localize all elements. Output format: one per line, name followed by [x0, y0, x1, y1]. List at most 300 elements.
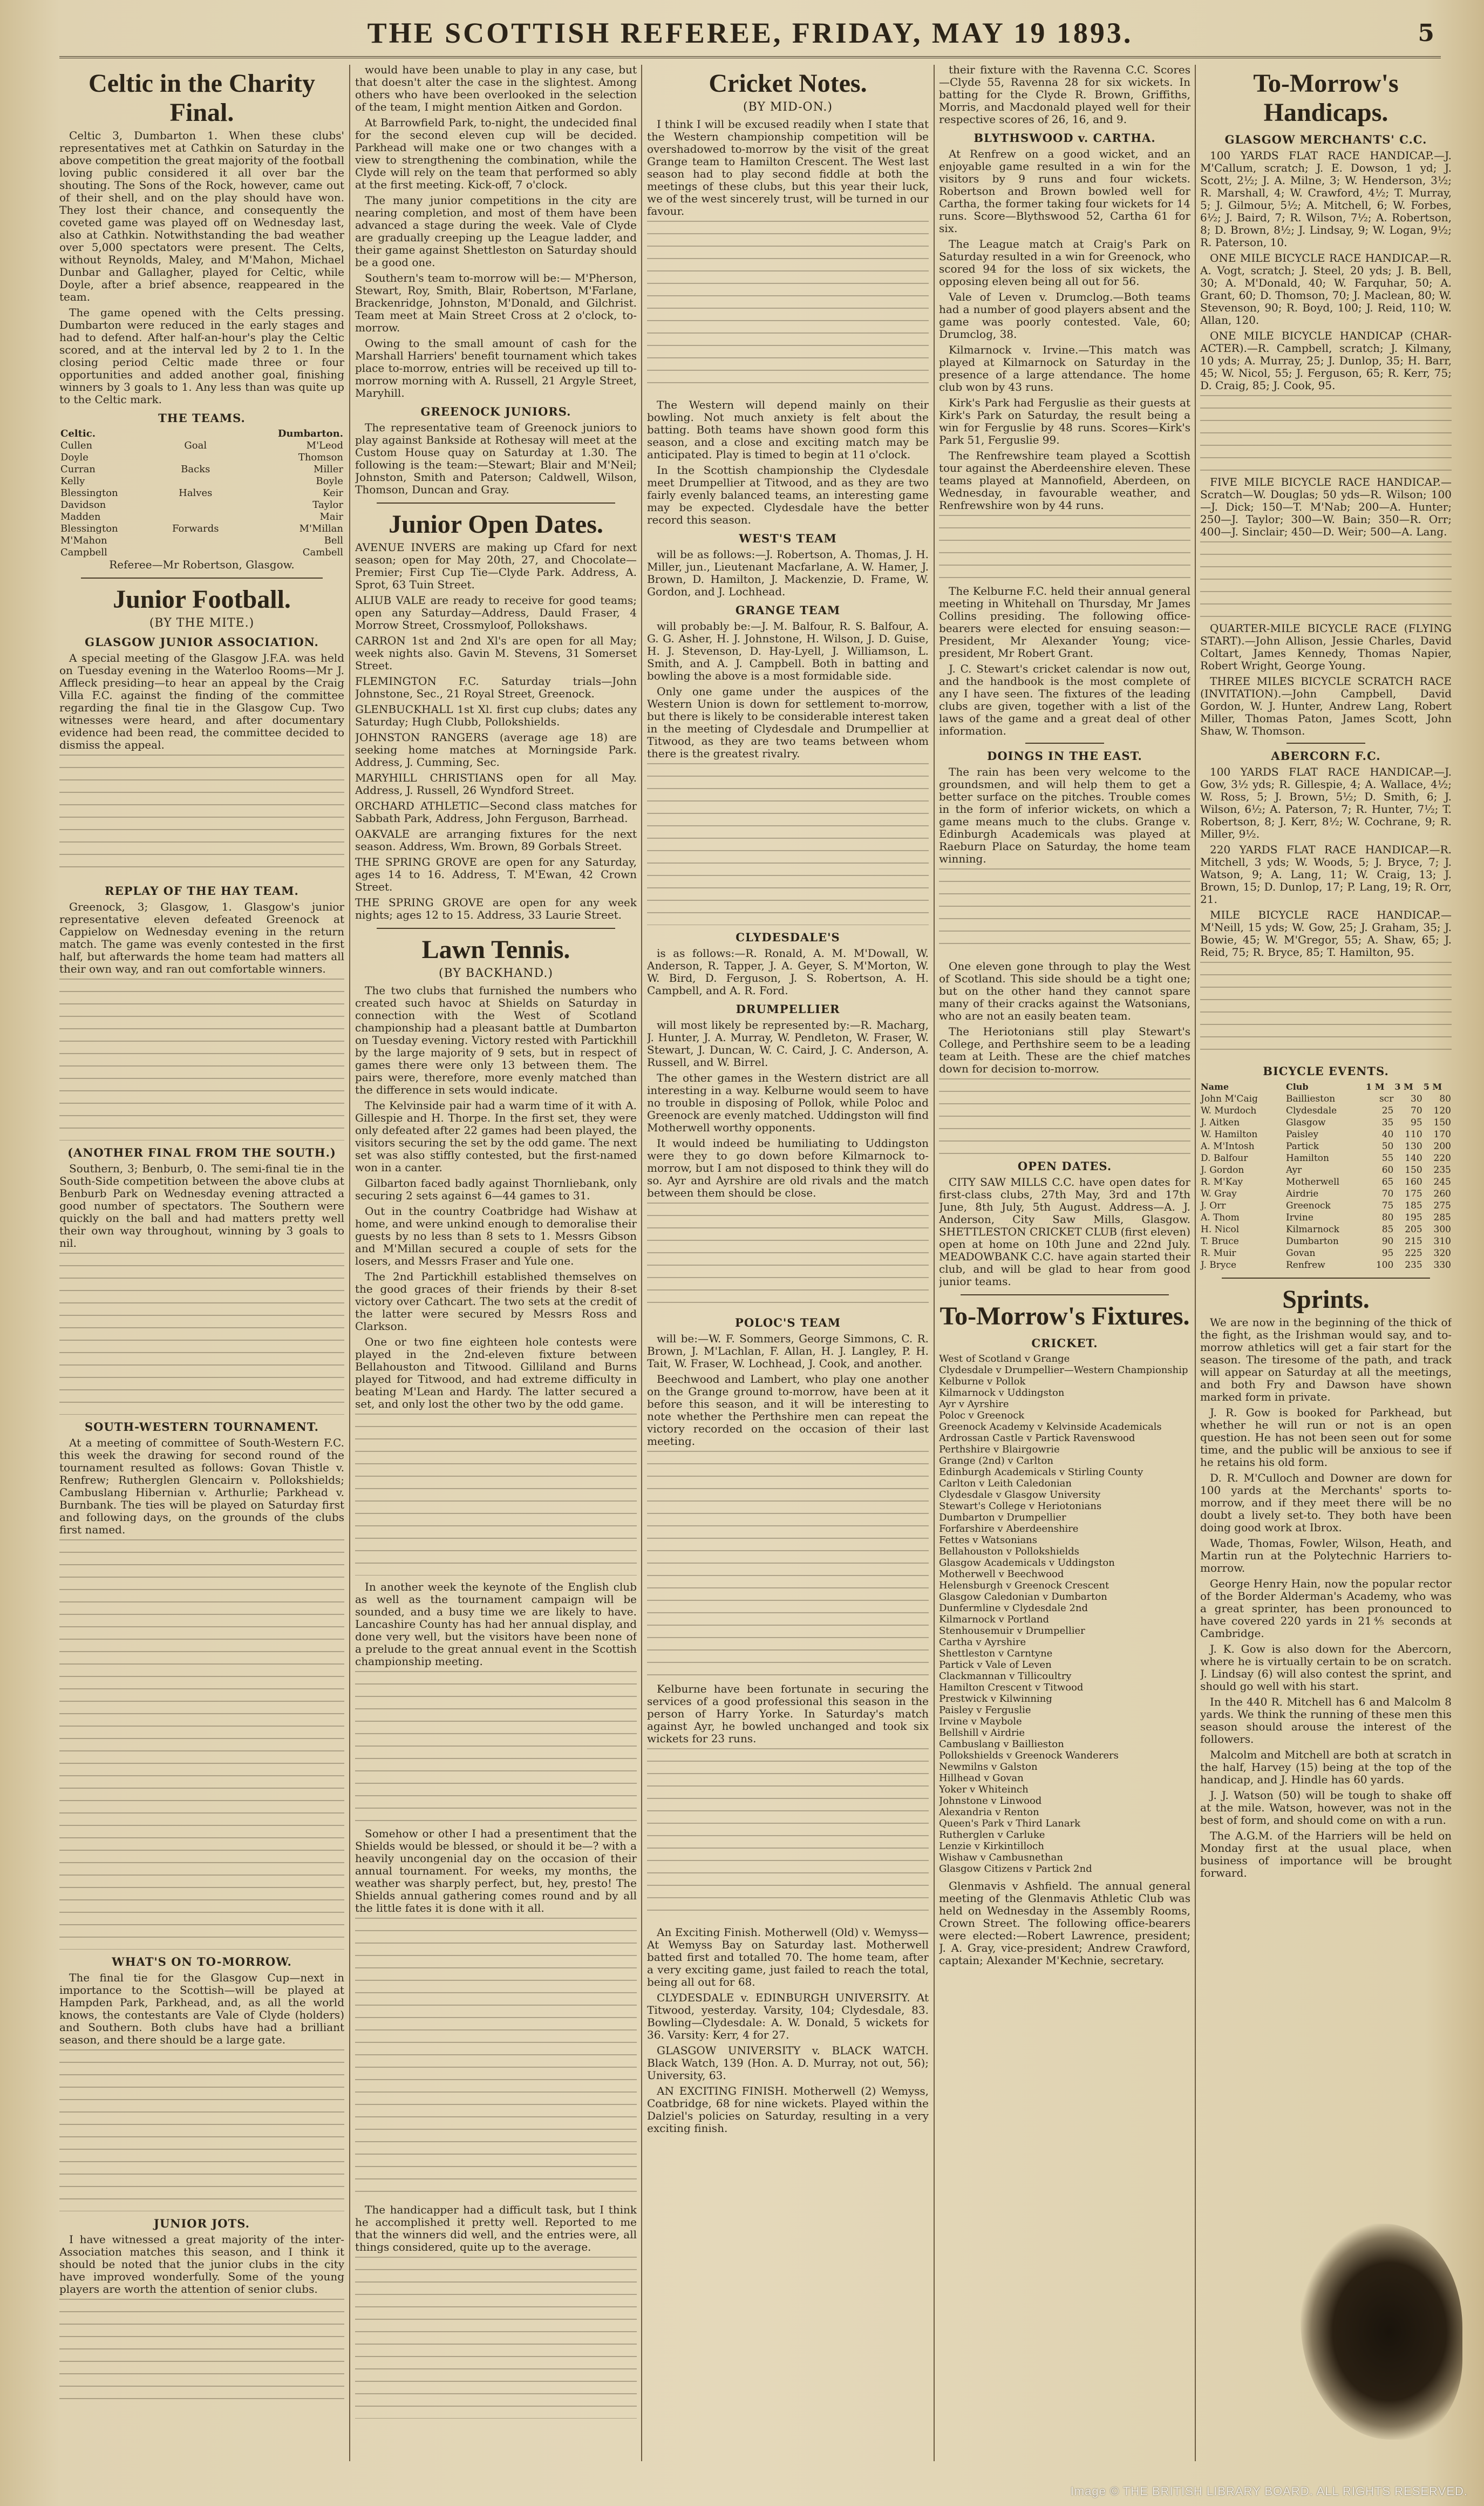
text-column-fill	[59, 755, 344, 879]
bicycle-cell: Hamilton	[1285, 1153, 1329, 1164]
bicycle-cell: 260	[1433, 1189, 1451, 1199]
fixtures-subheading: CRICKET.	[1031, 1336, 1098, 1350]
bicycle-cell: W. Gray	[1201, 1189, 1237, 1199]
bicycle-cell: 235	[1433, 1165, 1451, 1176]
fixture-item: Paisley v Ferguslie	[939, 1704, 1031, 1716]
bicycle-row	[1200, 1176, 1452, 1188]
text-column-fill	[1200, 541, 1452, 617]
sprints-paragraph: J. J. Watson (50) will be tough to shake off at the mile. Watson, however, was not in the best of form, and should come on with a run.	[1200, 1789, 1452, 1826]
closing-paragraph: Glenmavis v Ashfield. The annual general meeting of the Glenmavis Athletic Club was held on Wednesday in the Assembly Rooms, Crown Street. The following office-bearers were elected:—Robert Lawrence, president; J. A. Gray, vice-president; Andrew Crawford, captain; Alexander M'Kechnie, secretary.	[939, 1879, 1190, 1967]
column-2	[355, 64, 637, 2466]
bicycle-cell: 310	[1433, 1236, 1451, 1247]
bicycle-cell: A. Thom	[1201, 1212, 1240, 1223]
team-cell	[156, 428, 235, 440]
poloc-subheading: POLOC'S TEAM	[735, 1316, 841, 1329]
text-column-fill	[939, 868, 1190, 955]
team-row	[59, 428, 344, 440]
fixture-item: Dumbarton v Drumpellier	[939, 1512, 1066, 1523]
bicycle-cell: R. M'Kay	[1201, 1177, 1243, 1187]
team-cell	[156, 452, 235, 464]
fixture-item: Prestwick v Kilwinning	[939, 1693, 1052, 1704]
team-row	[59, 523, 344, 535]
fixture-item: Irvine v Maybole	[939, 1716, 1022, 1727]
fixture-item: Ardrossan Castle v Partick Ravenswood	[939, 1432, 1135, 1444]
bicycle-cell: 80	[1439, 1094, 1451, 1104]
bicycle-cell: 205	[1405, 1224, 1422, 1235]
bicycle-row	[1200, 1093, 1452, 1105]
lawn-paragraph: Gilbarton faced badly against Thornliebank, only securing 2 sets against 6—44 games to 31.	[355, 1177, 637, 1202]
open-date-entry: OAKVALE are arranging fixtures for the next season. Address, Wm. Brown, 89 Gorbals Street.	[355, 827, 637, 853]
open-date-entry: JOHNSTON RANGERS (average age 18) are seeking home matches at Morningside Park. Address, J. Cumming, Sec.	[355, 731, 637, 769]
column-rule	[641, 65, 642, 2461]
lawn-paragraph: One or two fine eighteen hole contests were played in the 2nd-eleven fixture between Bellahouston and Titwood. Gilliland and Burns played for Titwood, and had extreme difficulty in beating M'Lean and Hardy. The latter secured a set, and only lost the other two by the odd game.	[355, 1335, 637, 1410]
cricket-paragraph: The Kelburne F.C. held their annual general meeting in Whitehall on Thursday, Mr James Collins presiding. The following office-bearers were elected for ensuing season:—President, Mr Alexander Young; vice-president, Mr Robert Grant.	[939, 585, 1190, 660]
fixture-item: Pollokshields v Greenock Wanderers	[939, 1750, 1119, 1761]
fixture-item: Partick v Vale of Leven	[939, 1659, 1052, 1670]
bicycle-cell: J. Orr	[1201, 1200, 1226, 1211]
poloc-paragraph: will be:—W. F. Sommers, George Simmons, C. R. Brown, J. M'Lachlan, F. Allan, H. J. Langley, P. H. Tait, W. Fraser, W. Lochhead, J. Cook, and another.	[647, 1332, 929, 1370]
cricket-paragraph: The Western will depend mainly on their bowling. Not much anxiety is felt about the batting. Both teams have shown good form this season, and a close and exciting match may be anticipated. Play is timed to begin at 11 o'clock.	[647, 398, 929, 461]
bicycle-cell: J. Bryce	[1201, 1260, 1237, 1271]
bicycle-cell: Clydesdale	[1285, 1105, 1337, 1116]
cricket-paragraph: An Exciting Finish. Motherwell (Old) v. Wemyss—At Wemyss Bay on Saturday last. Motherwell batted first and totalled 70. The home team, after a very exciting game, just failed to reach the total, being all out for 68.	[647, 1926, 929, 1988]
fixture-item: Hillhead v Govan	[939, 1772, 1024, 1784]
fixture-item: Cambuslang v Baillieston	[939, 1738, 1064, 1750]
bicycle-row	[1200, 1152, 1452, 1164]
cricket-paragraph: Vale of Leven v. Drumclog.—Both teams had a number of good players absent and the game was poorly contested. Vale, 60; Drumclog, 38.	[939, 290, 1190, 341]
fixture-item: Kilmarnock v Portland	[939, 1614, 1050, 1625]
text-column-fill	[647, 1203, 929, 1310]
match-result: AN EXCITING FINISH. Motherwell (2) Wemyss, Coatbridge, 68 for nine wickets. Played within the Dalziel's policies on Saturday, resulting in a very exciting finish.	[647, 2084, 929, 2135]
bicycle-cell: 40	[1381, 1129, 1394, 1140]
team-cell: Forwards	[172, 523, 219, 534]
bicycle-cell: 275	[1433, 1200, 1451, 1211]
bicycle-header-cell: 5 M	[1423, 1082, 1442, 1092]
fixture-item: Newmilns v Galston	[939, 1761, 1038, 1772]
bicycle-cell: Govan	[1285, 1248, 1316, 1259]
bicycle-cell: 150	[1433, 1117, 1451, 1128]
junior-byline: (BY THE MITE.)	[149, 616, 255, 630]
team-cell: Thomson	[298, 452, 343, 463]
fixture-item: Clydesdale v Drumpellier—Western Championship	[939, 1364, 1188, 1376]
open-dates-subheading: OPEN DATES.	[1017, 1159, 1112, 1173]
sprints-paragraph: We are now in the beginning of the thick of the fight, as the Irishman would say, and to-morrow athletics will get a fair start for the season. The tiresome of the path, and track will appear on Saturday at all the meetings, and both Fry and Dawson have shown marked form in private.	[1200, 1316, 1452, 1403]
team-cell: Madden	[60, 511, 101, 522]
fixture-item: Ayr v Ayrshire	[939, 1398, 1009, 1410]
sprints-headline: Sprints.	[1282, 1285, 1370, 1314]
bicycle-cell: 195	[1405, 1212, 1422, 1223]
bicycle-cell: W. Hamilton	[1201, 1129, 1258, 1140]
bicycle-cell: D. Balfour	[1201, 1153, 1248, 1164]
open-date-entry: GLENBUCKHALL 1st Xl. first cup clubs; dates any Saturday; Hugh Clubb, Pollokshields.	[355, 703, 637, 728]
bicycle-cell: Irvine	[1285, 1212, 1313, 1223]
fixture-item: Rutherglen v Carluke	[939, 1829, 1045, 1841]
bicycle-cell: A. M'Intosh	[1201, 1141, 1255, 1152]
bicycle-row	[1200, 1235, 1452, 1247]
handicap-paragraph: ONE MILE BICYCLE RACE HANDICAP.—R. A. Vogt, scratch; J. Steel, 20 yds; J. B. Bell, 30; A. M'Donald, 40; W. Farquhar, 50; A. Grant, 60; D. Thomson, 70; J. Maclean, 80; W. Stevenson, 90; R. Boyd, 100; J. Reid, 110; W. Allan, 120.	[1200, 252, 1452, 327]
cricket-paragraph: It would indeed be humiliating to Uddingston were they to go down before Kilmarnock to-morrow, but I am not disposed to think they will do so. Ayr and Ayrshire are old rivals and the match between them should be close.	[647, 1137, 929, 1199]
text-column-fill	[59, 979, 344, 1140]
column-rule	[349, 65, 350, 2461]
bicycle-row	[1200, 1117, 1452, 1129]
cricket-byline: (BY MID-ON.)	[743, 100, 833, 114]
open-date-entry: THE SPRING GROVE are open for any Saturday, ages 14 to 16. Address, T. M'Ewan, 42 Crown Street.	[355, 855, 637, 893]
bicycle-cell: 330	[1433, 1260, 1451, 1271]
bicycle-cell: 70	[1411, 1105, 1422, 1116]
column-1	[59, 64, 344, 2466]
final-paragraph: Southern, 3; Benburb, 0. The semi-final tie in the South-Side competition between the above clubs at Benburb Park on Wednesday evening attracted a good number of spectators. The Southern were quickly on the ball and had matters pretty well their own way throughout, winning by 3 goals to nil.	[59, 1162, 344, 1249]
text-column-fill	[59, 1253, 344, 1415]
bicycle-cell: 225	[1405, 1248, 1422, 1259]
bicycle-cell: 130	[1405, 1141, 1422, 1152]
cricket-paragraph: In the Scottish championship the Clydesdale meet Drumpellier at Titwood, and as they are two fairly evenly balanced teams, an interesting game may be expected. Clydesdale have the better record this season.	[647, 464, 929, 526]
copyright-notice: Image © THE BRITISH LIBRARY BOARD. ALL RIGHTS RESERVED.	[1070, 2484, 1468, 2498]
bicycle-cell: W. Murdoch	[1201, 1105, 1257, 1116]
greenock-subheading: GREENOCK JUNIORS.	[420, 405, 571, 418]
bicycle-cell: 70	[1381, 1189, 1394, 1199]
fixture-item: Wishaw v Cambusnethan	[939, 1852, 1063, 1863]
team-cell	[156, 499, 235, 511]
fixture-item: Johnstone v Linwood	[939, 1795, 1042, 1807]
fixture-item: Clackmannan v Tillicoultry	[939, 1670, 1072, 1682]
team-cell: Miller	[314, 464, 343, 475]
team-cell	[156, 547, 235, 559]
south-subheading: SOUTH-WESTERN TOURNAMENT.	[84, 1420, 319, 1434]
referee-line: Referee—Mr Robertson, Glasgow.	[109, 558, 295, 571]
fixture-item: Queen's Park v Third Lanark	[939, 1818, 1081, 1829]
team-cell: Celtic.	[60, 428, 96, 439]
text-column-fill	[59, 1539, 344, 1950]
sprints-paragraph: In the 440 R. Mitchell has 6 and Malcolm 8 yards. We think the running of these men this season should arouse the interest of the followers.	[1200, 1695, 1452, 1746]
grange-team-subheading: GRANGE TEAM	[735, 603, 841, 617]
handicaps-headline: To-Morrow's Handicaps.	[1253, 69, 1399, 127]
bicycle-cell: 50	[1381, 1141, 1394, 1152]
bicycle-cell: 320	[1433, 1248, 1451, 1259]
bicycle-cell: Ayr	[1285, 1165, 1302, 1176]
divider	[377, 502, 615, 504]
handicap-paragraph: ONE MILE BICYCLE HANDICAP (CHAR-ACTER).—R. Campbell, scratch; J. Kilmany, 10 yds; A. Murray, 25; J. Dunlop, 35; H. Barr, 45; W. Nicol, 55; J. Ferguson, 65; R. Kerr, 75; D. Craig, 85; J. Cook, 95.	[1200, 329, 1452, 392]
team-row	[59, 547, 344, 559]
divider	[961, 1294, 1169, 1295]
bicycle-cell: T. Bruce	[1201, 1236, 1239, 1247]
doings-paragraph: The Heriotonians still play Stewart's College, and Perthshire seem to be a leading team at Leith. These are the chief matches down for decision to-morrow.	[939, 1025, 1190, 1075]
text-column-fill	[647, 221, 929, 393]
sprints-paragraph: Wade, Thomas, Fowler, Wilson, Heath, and Martin run at the Polytechnic Harriers to-morrow.	[1200, 1537, 1452, 1574]
fixture-item: Bellshill v Airdrie	[939, 1727, 1025, 1738]
column-5	[1200, 64, 1452, 2466]
bicycle-cell: Renfrew	[1285, 1260, 1325, 1271]
fixture-item: Carlton v Leith Caledonian	[939, 1478, 1072, 1489]
doings-paragraph: The rain has been very welcome to the groundsmen, and will help them to get a better surface on the pitches. Trouble comes in the form of inferior wickets, on which a game means much to the clubs. Grange v. Edinburgh Academicals was played at Raeburn Place on Saturday, the home team winning.	[939, 765, 1190, 865]
clydesdale-subheading: CLYDESDALE'S	[736, 931, 840, 944]
celtic-paragraph: Celtic 3, Dumbarton 1. When these clubs' representatives met at Cathkin on Saturday in the above competition the great majority of the football loving public considered it all over bar the shouting. The Sons of the Rock, however, came out of their shell, and on the play should have won. They lost their chance, and consequently the coveted game was played off on Wednesday last, also at Cathkin. Notwithstanding the bad weather over 5,000 spectators were present. The Celts, without Reynolds, Maley, and M'Mahon, Michael Dunbar and Gallagher, played for Celtic, while Doyle, after a brief absence, reappeared in the team.	[59, 129, 344, 303]
bicycle-cell: Partick	[1285, 1141, 1319, 1152]
bicycle-cell: 85	[1381, 1224, 1394, 1235]
team-row	[59, 476, 344, 487]
fixture-item: Motherwell v Beechwood	[939, 1568, 1064, 1580]
fixture-item: Stenhousemuir v Drumpellier	[939, 1625, 1085, 1636]
bicycle-header-cell: Club	[1285, 1082, 1309, 1092]
fixture-item: Edinburgh Academicals v Stirling County	[939, 1466, 1143, 1478]
bicycle-cell: 30	[1411, 1094, 1422, 1104]
bicycle-cell: Greenock	[1285, 1200, 1331, 1211]
bicycle-subheading: BICYCLE EVENTS.	[1263, 1064, 1389, 1078]
open-date-entry: ALIUB VALE are ready to receive for good teams; open any Saturday—Address, Dauld Fraser, 4 Morrow Street, Crossmyloof, Pollokshaws.	[355, 594, 637, 631]
fixture-item: Kilmarnock v Uddingston	[939, 1387, 1065, 1398]
bicycle-row	[1200, 1164, 1452, 1176]
team-row	[59, 511, 344, 523]
bicycle-cell: Airdrie	[1285, 1189, 1319, 1199]
team-cell: Bell	[324, 535, 343, 546]
article-paragraph: At Barrowfield Park, to-night, the undecided final for the second eleven cup will be decided. Parkhead will make one or two changes with a view to strengthening the combination, while the Clyde will rely on the team that performed so ably at the first meeting. Kick-off, 7 o'clock.	[355, 116, 637, 191]
bicycle-cell: 65	[1381, 1177, 1394, 1187]
bicycle-row	[1200, 1200, 1452, 1212]
team-cell: Cambell	[302, 547, 343, 558]
bicycle-cell: Kilmarnock	[1285, 1224, 1339, 1235]
text-column-fill	[647, 1451, 929, 1678]
text-column-fill	[59, 2299, 344, 2407]
bicycle-row	[1200, 1224, 1452, 1235]
team-row	[59, 464, 344, 476]
bicycle-cell: 60	[1381, 1165, 1394, 1176]
fixture-item: Helensburgh v Greenock Crescent	[939, 1580, 1109, 1591]
doings-subheading: DOINGS IN THE EAST.	[987, 749, 1142, 763]
match-result: GLASGOW UNIVERSITY v. BLACK WATCH. Black Watch, 139 (Hon. A. D. Murray, not out, 56); University, 63.	[647, 2044, 929, 2082]
bicycle-row	[1200, 1188, 1452, 1200]
bicycle-row	[1200, 1105, 1452, 1117]
text-column-fill	[647, 1748, 929, 1921]
junior-headline: Junior Football.	[113, 585, 291, 614]
open-dates-list	[355, 541, 637, 921]
sprints-paragraph: J. K. Gow is also down for the Abercorn, where he is virtually certain to be on scratch. J. Lindsay (6) will also contest the sprint, and should go well with his start.	[1200, 1642, 1452, 1693]
bicycle-cell: 300	[1433, 1224, 1451, 1235]
team-cell: Mair	[319, 511, 343, 522]
team-cell: Blessington	[60, 523, 118, 534]
abercorn-subheading: ABERCORN F.C.	[1271, 749, 1381, 763]
bicycle-cell: 200	[1433, 1141, 1451, 1152]
whats-on-subheading: WHAT'S ON TO-MORROW.	[112, 1955, 292, 1968]
team-row	[59, 499, 344, 511]
text-column-fill	[355, 1414, 637, 1575]
bicycle-cell: 170	[1433, 1129, 1451, 1140]
fixture-item: Clydesdale v Glasgow University	[939, 1489, 1101, 1500]
grange-team-paragraph: will probably be:—J. M. Balfour, R. S. Balfour, A. G. G. Asher, H. J. Johnstone, H. Wilson, J. D. Guise, H. J. Stevenson, D. Hay-Lyell, J. Williamson, L. Smith, and A. J. Campbell. Both in batting and bowling the above is a most formidable side.	[647, 620, 929, 682]
bicycle-cell: 235	[1405, 1260, 1422, 1271]
bicycle-row	[1200, 1140, 1452, 1152]
lawn-tennis-headline: Lawn Tennis.	[421, 935, 570, 964]
column-3	[647, 64, 929, 2466]
bicycle-cell: 285	[1433, 1212, 1451, 1223]
text-column-fill	[355, 1918, 637, 2198]
column-4	[939, 64, 1190, 2466]
handicap-paragraph: THREE MILES BICYCLE SCRATCH RACE (INVITATION).—John Campbell, David Gordon, W. J. Hunter, Andrew Lang, Robert Miller, Thomas Paton, James Scott, John Shaw, W. Thomson.	[1200, 675, 1452, 737]
cricket-paragraph: I think I will be excused readily when I state that the Western championship competition will be overshadowed to-morrow by the visit of the great Grange team to Hamilton Crescent. The West last season had to play second fiddle at both the meetings of these clubs, but this year their luck, we of the west sincerely trust, will be turned in our favour.	[647, 118, 929, 218]
open-date-entry: MARYHILL CHRISTIANS open for all May. Address, J. Russell, 26 Wyndford Street.	[355, 771, 637, 797]
doings-paragraph: One eleven gone through to play the West of Scotland. This side should be a tight one; but on the other hand they cannot spare many of their cracks against the Watsonians, who are not an easily beaten team.	[939, 960, 1190, 1022]
handicap-paragraph: MILE BICYCLE RACE HANDICAP.—M'Neill, 15 yds; W. Gow, 25; J. Graham, 35; J. Bowie, 45; W. M'Gregor, 55; A. Shaw, 65; J. Reid, 75; R. Bryce, 85; T. Hamilton, 95.	[1200, 908, 1452, 959]
team-cell	[156, 476, 235, 487]
bicycle-cell: 100	[1376, 1260, 1394, 1271]
west-team-subheading: WEST'S TEAM	[739, 532, 837, 545]
fixture-item: Glasgow Caledonian v Dumbarton	[939, 1591, 1107, 1602]
team-row	[59, 535, 344, 547]
column-rule	[1195, 65, 1196, 2461]
divider	[377, 928, 615, 929]
bicycle-cell: 75	[1381, 1200, 1394, 1211]
bicycle-cell: scr	[1379, 1094, 1394, 1104]
bicycle-cell: 25	[1381, 1105, 1394, 1116]
article-paragraph: The many junior competitions in the city are nearing completion, and most of them have been advanced a stage during the week. Vale of Clyde are gradually creeping up the League ladder, and their game against Shettleston on Saturday should be a good one.	[355, 194, 637, 269]
fixture-item: Dunfermline v Clydesdale 2nd	[939, 1602, 1088, 1614]
bicycle-cell: 95	[1381, 1248, 1394, 1259]
bicycle-cell: 140	[1405, 1153, 1422, 1164]
open-dates-paragraph: CITY SAW MILLS C.C. have open dates for first-class clubs, 27th May, 3rd and 17th June, 8th July, 5th August. Address—A. J. Anderson, City Saw Mills, Glasgow. SHETTLESTON CRICKET CLUB (first eleven) open at home on 10th June and 22nd July. MEADOWBANK C.C. have again started their club, and will be glad to hear from good junior teams.	[939, 1176, 1190, 1288]
article-paragraph: Owing to the small amount of cash for the Marshall Harriers' benefit tournament which takes place to-morrow, entries will be received up till to-morrow morning with A. Russell, 21 Argyle Street, Maryhill.	[355, 337, 637, 399]
bicycle-header-cell: 3 M	[1394, 1082, 1413, 1092]
bicycle-row	[1200, 1259, 1452, 1271]
team-cell: Campbell	[60, 547, 107, 558]
bicycle-cell: 80	[1381, 1212, 1394, 1223]
text-column-fill	[355, 2257, 637, 2419]
bicycle-table	[1200, 1081, 1452, 1271]
team-cell: Davidson	[60, 499, 106, 511]
column-rule	[934, 65, 935, 2461]
team-row	[59, 487, 344, 499]
bicycle-cell: 160	[1405, 1177, 1422, 1187]
cricket-paragraph: The Renfrewshire team played a Scottish tour against the Aberdeenshire eleven. These teams played at Mannofield, Aberdeen, on Wednesday, in favourable weather, and Renfrewshire won by 44 runs.	[939, 449, 1190, 512]
blythswood-subheading: BLYTHSWOOD v. CARTHA.	[974, 131, 1156, 145]
teams-subheading: THE TEAMS.	[158, 411, 246, 425]
text-column-fill	[1200, 395, 1452, 471]
fixture-item: Yoker v Whiteinch	[939, 1784, 1029, 1795]
fixture-item: West of Scotland v Grange	[939, 1353, 1070, 1364]
bicycle-cell: 215	[1405, 1236, 1422, 1247]
west-team-paragraph: will be as follows:—J. Robertson, A. Thomas, J. H. Miller, jun., Lieutenant Macfarlane, A. W. Hamer, J. Brown, D. Hamilton, J. Mackenzie, D. Frame, W. Gordon, and J. Lochhead.	[647, 548, 929, 598]
south-paragraph: At a meeting of committee of South-Western F.C. this week the drawing for second round of the tournament resulted as follows: Govan Thistle v. Renfrew; Rutherglen Glencairn v. Pollokshields; Cambuslang Hibernian v. Arthurlie; Parkhead v. Burnbank. The ties will be played on Saturday first and following days, on the grounds of the clubs first named.	[59, 1436, 344, 1536]
open-date-entry: ORCHARD ATHLETIC—Second class matches for Sabbath Park, Address, John Ferguson, Barrhead.	[355, 799, 637, 825]
whats-on-paragraph: The final tie for the Glasgow Cup—next in importance to the Scottish—will be played at Hampden Park, Parkhead, and, as all the world knows, the contestants are Vale of Clyde (holders) and Southern. Both clubs have had a brilliant season, and there should be a large gate.	[59, 1971, 344, 2046]
fixture-item: Lenzie v Kirkintilloch	[939, 1841, 1044, 1852]
bicycle-cell: Dumbarton	[1285, 1236, 1339, 1247]
fixture-item: Kelburne v Pollok	[939, 1376, 1026, 1387]
handicap-paragraph: 100 YARDS FLAT RACE HANDICAP.—J. Gow, 3½ yds; R. Gillespie, 4; A. Wallace, 4½; W. Ross, 5; J. Brown, 5½; D. Smith, 6; J. Wilson, 6½; A. Paterson, 7; R. Hunter, 7½; T. Robertson, 8; J. Kerr, 8½; W. Cochrane, 9; R. Miller, 9½.	[1200, 765, 1452, 840]
bicycle-cell: Glasgow	[1285, 1117, 1326, 1128]
junior-paragraph: A special meeting of the Glasgow J.F.A. was held on Tuesday evening in the Waterloo Rooms—Mr J. Affleck presiding—to hear an appeal by the Craig Villa F.C. against the finding of the committee regarding the final tie in the Glasgow Cup. Two witnesses were heard, and after documentary evidence had been read, the committee decided to dismiss the appeal.	[59, 651, 344, 751]
lawn-tennis-byline: (BY BACKHAND.)	[439, 967, 553, 980]
text-column-fill	[939, 515, 1190, 580]
match-result: CLYDESDALE v. EDINBURGH UNIVERSITY. At Titwood, yesterday. Varsity, 104; Clydesdale, 83. Bowling—Clydesdale: A. W. Donald, 5 wickets for 36. Varsity: Kerr, 4 for 27.	[647, 1991, 929, 2041]
team-cell: M'Mahon	[60, 535, 107, 546]
handicap-paragraph: 220 YARDS FLAT RACE HANDICAP.—R. Mitchell, 3 yds; W. Woods, 5; J. Bryce, 7; J. Watson, 9; A. Lang, 11; W. Craig, 13; J. Brown, 15; D. Dunlop, 17; P. Lang, 19; R. Orr, 21.	[1200, 843, 1452, 906]
fixture-item: Greenock Academy v Kelvinside Academicals	[939, 1421, 1162, 1432]
jots-paragraph: I have witnessed a great majority of the inter-Association matches this season, and I think it should be noted that the junior clubs in the city have improved wonderfully. Some of the young players are worth the attention of senior clubs.	[59, 2233, 344, 2296]
fixture-item: Bellahouston v Pollokshields	[939, 1546, 1079, 1557]
lawn-paragraph: The Kelvinside pair had a warm time of it with A. Gillespie and H. Thorpe. In the first set, they were only defeated after 22 games had been played, the visitors securing the set by the odd game. The next set was also stiffly contested, but the first-named won in a canter.	[355, 1099, 637, 1174]
drumpellier-subheading: DRUMPELLIER	[736, 1002, 840, 1016]
greenock-paragraph: The representative team of Greenock juniors to play against Bankside at Rothesay will meet at the Custom House quay on Saturday at 1.30. The following is the team:—Stewart; Blair and M'Neil; Johnston, Smith and Paterson; Caldwell, Wilson, Thomson, Duncan and Gray.	[355, 421, 637, 496]
cricket-paragraph: The other games in the Western district are all interesting in a way. Kelburne would seem to have no trouble in disposing of Pollok, while Poloc and Greenock are evenly matched. Uddingston will find Motherwell worthy opponents.	[647, 1071, 929, 1134]
bicycle-cell: 55	[1381, 1153, 1394, 1164]
fixture-item: Glasgow Citizens v Partick 2nd	[939, 1863, 1092, 1875]
team-cell: Boyle	[316, 476, 343, 487]
lawn-paragraph: Somehow or other I had a presentiment that the Shields would be blessed, or should it be—? with a heavily uncongenial day on the occasion of their annual tournament. For weeks, my months, the weather was sharply perfect, but, hey, presto! The Shields annual gathering comes round and by all the little fates it is done with it all.	[355, 1827, 637, 1914]
fixtures-list	[939, 1353, 1190, 1875]
final-subheading: (ANOTHER FINAL FROM THE SOUTH.)	[67, 1146, 336, 1159]
team-cell: Taylor	[312, 499, 343, 511]
celtic-headline: Celtic in the Charity Final.	[89, 69, 315, 127]
bicycle-cell: 245	[1433, 1177, 1451, 1187]
team-cell: M'Millan	[299, 523, 343, 534]
open-dates-headline: Junior Open Dates.	[389, 510, 603, 539]
text-column-fill	[647, 763, 929, 925]
handicap-paragraph: FIVE MILE BICYCLE RACE HANDICAP.—Scratch—W. Douglas; 50 yds—R. Wilson; 100—J. Dick; 150—T. M'Nab; 200—A. Hunter; 250—J. Taylor; 300—W. Bain; 350—R. Orr; 400—J. Sinclair; 450—D. Weir; 500—A. Lang.	[1200, 476, 1452, 538]
bicycle-row	[1200, 1129, 1452, 1140]
team-cell: Goal	[184, 440, 207, 451]
masthead-title: THE SCOTTISH REFEREE, FRIDAY, MAY 19 1893.	[367, 17, 1133, 49]
lawn-paragraph: Out in the country Coatbridge had Wishaw at home, and were unkind enough to demoralise their guests by no less than 8 sets to 1. Messrs Gibson and M'Millan secured a couple of sets for the losers, and Messrs Fraser and Yule one.	[355, 1205, 637, 1267]
cricket-headline: Cricket Notes.	[709, 69, 867, 98]
bicycle-cell: 150	[1405, 1165, 1422, 1176]
lawn-paragraph: The two clubs that furnished the numbers who created such havoc at Shields on Saturday in connection with the West of Scotland championship had a pleasant battle at Dumbarton on Tuesday evening. Victory rested with Partickhill by the large majority of 9 sets, but in respect of games there were only 13 between them. The pairs were, therefore, more evenly matched than the difference in sets would indicate.	[355, 984, 637, 1096]
open-date-entry: AVENUE INVERS are making up Cfard for next season; open for May 20th, 27, and Chocolate—Premier; First Cup Tie—Clyde Park. Address, A. Sprot, 63 Tuin Street.	[355, 541, 637, 591]
junior-subheading: GLASGOW JUNIOR ASSOCIATION.	[85, 635, 319, 649]
text-column-fill	[1200, 962, 1452, 1059]
text-column-fill	[939, 1078, 1190, 1154]
fixture-item: Fettes v Watsonians	[939, 1534, 1038, 1546]
cricket-paragraph: Beechwood and Lambert, who play one another on the Grange ground to-morrow, have been at it before this season, and it will be interesting to note whether the Perthshire men can repeat the victory recorded on the occasion of their last meeting.	[647, 1373, 929, 1448]
lawn-paragraph: In another week the keynote of the English club as well as the tournament campaign will be sounded, and a busy time we are likely to have. Lancashire County has had her annual display, and done very well, but the visitors have been none of a prelude to the great annual event in the Scottish championship meeting.	[355, 1580, 637, 1668]
jots-subheading: JUNIOR JOTS.	[154, 2217, 250, 2230]
article-paragraph: Southern's team to-morrow will be:— M'Pherson, Stewart, Roy, Smith, Blair, Robertson, M'Farlane, Brackenridge, Johnston, M'Donald, and Gilchrist. Team meet at Main Street Cross at 2 o'clock, to-morrow.	[355, 271, 637, 334]
team-cell: Blessington	[60, 487, 118, 499]
fixture-item: Stewart's College v Heriotonians	[939, 1500, 1102, 1512]
cricket-paragraph: Kilmarnock v. Irvine.—This match was played at Kilmarnock on Saturday in the presence of a large attendance. The home club won by 43 runs.	[939, 343, 1190, 393]
cricket-paragraph: J. C. Stewart's cricket calendar is now out, and the handbook is the most complete of any I have seen. The fixtures of the leading clubs are given, together with a list of the laws of the game and a great deal of other information.	[939, 662, 1190, 737]
bicycle-cell: 220	[1433, 1153, 1451, 1164]
cricket-paragraph: The League match at Craig's Park on Saturday resulted in a win for Greenock, who scored 94 for the loss of six wickets, the opposing eleven being all out for 56.	[939, 237, 1190, 288]
replay-paragraph: Greenock, 3; Glasgow, 1. Glasgow's junior representative eleven defeated Greenock at Cappielow on Wednesday evening in the return match. The game was evenly contested in the first half, but afterwards the home team had matters all their own way, and ran out comfortable winners.	[59, 900, 344, 975]
fixture-item: Alexandria v Renton	[939, 1807, 1039, 1818]
bicycle-header-cell: Name	[1201, 1082, 1229, 1092]
sprints-paragraph: D. R. M'Culloch and Downer are down for 100 yards at the Merchants' sports to-morrow, and if they meet there will be no doubt a lively set-to. They both have been doing good work at Ibrox.	[1200, 1471, 1452, 1534]
team-cell: Backs	[181, 464, 210, 475]
text-column-fill	[59, 2049, 344, 2211]
bicycle-cell: 110	[1405, 1129, 1422, 1140]
cricket-paragraph: their fixture with the Ravenna C.C. Scores—Clyde 55, Ravenna 28 for six wickets. In batting for the Clyde R. Brown, Griffiths, Morris, and Macdonald played well for their respective scores of 26, 16, and 9.	[939, 64, 1190, 126]
fixture-item: Grange (2nd) v Carlton	[939, 1455, 1053, 1466]
fixtures-headline: To-Morrow's Fixtures.	[940, 1302, 1190, 1330]
bicycle-cell: 95	[1411, 1117, 1422, 1128]
teams-table	[59, 428, 344, 559]
replay-subheading: REPLAY OF THE HAY TEAM.	[105, 884, 299, 898]
bicycle-row	[1200, 1247, 1452, 1259]
team-cell	[156, 535, 235, 547]
merchants-subheading: GLASGOW MERCHANTS' C.C.	[1224, 133, 1427, 146]
team-cell: Kelly	[60, 476, 85, 487]
cricket-paragraph: Kelburne have been fortunate in securing the services of a good professional this season in the person of Harry Yorke. In Saturday's match against Ayr, he bowled unchanged and took six wickets for 23 runs.	[647, 1682, 929, 1745]
open-date-entry: THE SPRING GROVE are open for any week nights; ages 12 to 15. Address, 33 Laurie Street.	[355, 896, 637, 921]
fixture-item: Glasgow Academicals v Uddingston	[939, 1557, 1115, 1568]
fixture-item: Hamilton Crescent v Titwood	[939, 1682, 1084, 1693]
cricket-paragraph: Kirk's Park had Ferguslie as their guests at Kirk's Park on Saturday, the result being a win for Ferguslie by 48 runs. Scores—Kirk's Park 51, Ferguslie 99.	[939, 396, 1190, 446]
bicycle-cell: 120	[1433, 1105, 1451, 1116]
open-date-entry: FLEMINGTON F.C. Saturday trials—John Johnstone, Sec., 21 Royal Street, Greenock.	[355, 675, 637, 700]
team-row	[59, 452, 344, 464]
bicycle-cell: 35	[1381, 1117, 1394, 1128]
team-cell: Curran	[60, 464, 96, 475]
sprints-paragraph: Malcolm and Mitchell are both at scratch in the half, Harvey (15) being at the top of the handicap, and J. Hindle has 60 yards.	[1200, 1748, 1452, 1786]
team-cell: Dumbarton.	[277, 428, 343, 439]
